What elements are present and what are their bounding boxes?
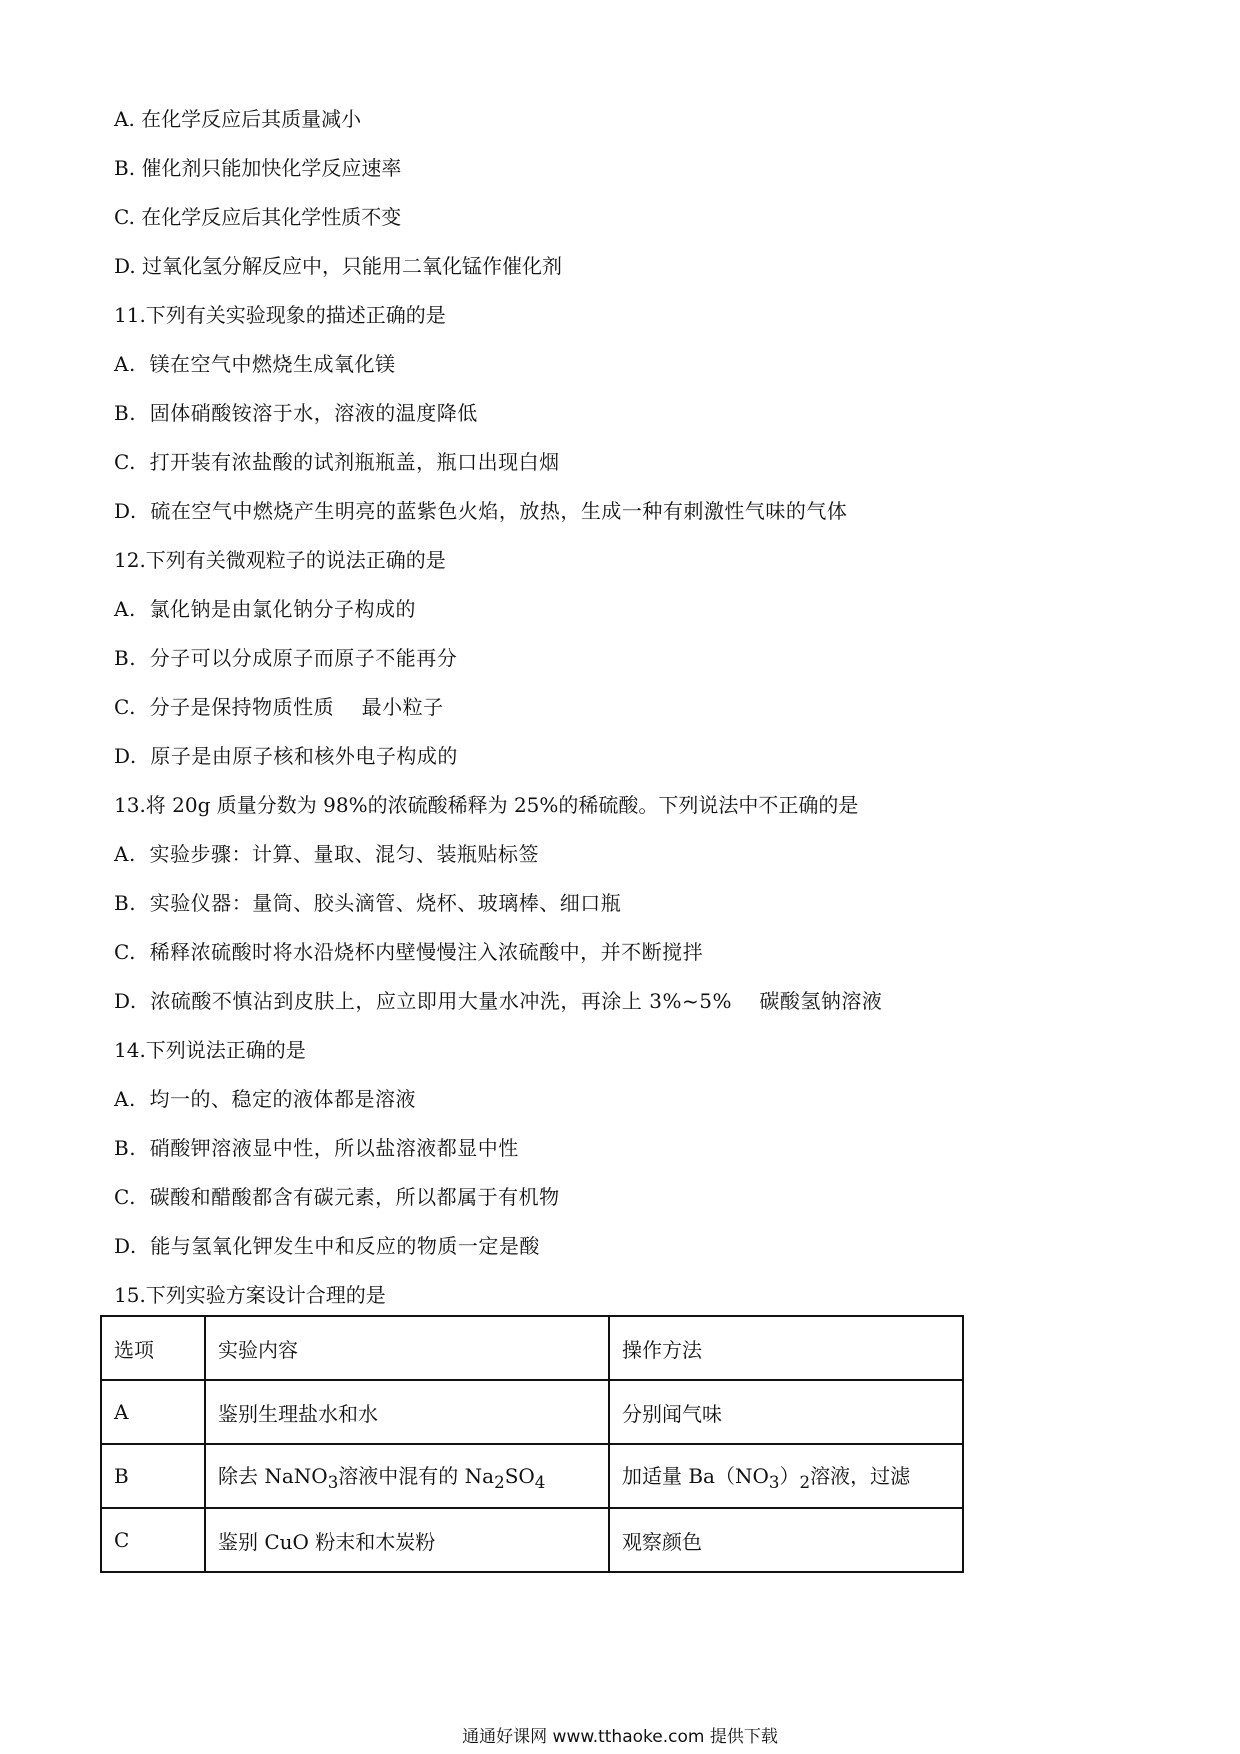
row-a-option: A bbox=[101, 1380, 205, 1444]
row-b-content-part: 除去 NaNO bbox=[218, 1464, 328, 1488]
experiment-table bbox=[100, 1315, 964, 1573]
row-c-option: C bbox=[101, 1508, 205, 1572]
header-content: 实验内容 bbox=[205, 1316, 609, 1380]
row-b-method-part: 溶液，过滤 bbox=[810, 1464, 911, 1488]
q12-option-a: A. 氯化钠是由氯化钠分子构成的 bbox=[114, 597, 417, 621]
row-b-content bbox=[205, 1444, 609, 1508]
row-b-content-sub: 4 bbox=[534, 1473, 546, 1492]
row-b-method-sub: 3 bbox=[768, 1473, 780, 1492]
q13-option-b: B. 实验仪器：量筒、胶头滴管、烧杯、玻璃棒、细口瓶 bbox=[114, 891, 622, 915]
row-b-method bbox=[609, 1444, 963, 1508]
q11-option-a: A. 镁在空气中燃烧生成氧化镁 bbox=[114, 352, 396, 376]
q15-stem: 15.下列实验方案设计合理的是 bbox=[114, 1283, 386, 1307]
row-b-content-part: 溶液中混有的 Na bbox=[338, 1464, 495, 1488]
q11-stem: 11.下列有关实验现象的描述正确的是 bbox=[114, 303, 446, 327]
row-b-method-part: 加适量 Ba（NO bbox=[622, 1464, 769, 1488]
q13-stem: 13.将 20g 质量分数为 98%的浓硫酸稀释为 25%的稀硫酸。下列说法中不正确的是 bbox=[114, 793, 859, 817]
row-c-method: 观察颜色 bbox=[609, 1508, 963, 1572]
table-header-row bbox=[101, 1316, 963, 1380]
q10-option-b: B. 催化剂只能加快化学反应速率 bbox=[114, 156, 402, 180]
row-b-option: B bbox=[101, 1444, 205, 1508]
table-row bbox=[101, 1508, 963, 1572]
row-a-content: 鉴别生理盐水和水 bbox=[205, 1380, 609, 1444]
row-c-content: 鉴别 CuO 粉末和木炭粉 bbox=[205, 1508, 609, 1572]
q11-option-c: C. 打开装有浓盐酸的试剂瓶瓶盖，瓶口出现白烟 bbox=[114, 450, 560, 474]
q13-option-d: D. 浓硫酸不慎沾到皮肤上，应立即用大量水冲洗，再涂上 3%~5% 碳酸氢钠溶液 bbox=[114, 989, 883, 1013]
q14-option-c: C. 碳酸和醋酸都含有碳元素，所以都属于有机物 bbox=[114, 1185, 560, 1209]
q10-option-c: C. 在化学反应后其化学性质不变 bbox=[114, 205, 402, 229]
q12-option-c: C. 分子是保持物质性质 最小粒子 bbox=[114, 695, 444, 719]
footer-source: 通通好课网 www.tthaoke.com 提供下载 bbox=[462, 1727, 778, 1747]
row-b-method-part: ） bbox=[779, 1464, 800, 1488]
q11-option-d: D. 硫在空气中燃烧产生明亮的蓝紫色火焰，放热，生成一种有刺激性气味的气体 bbox=[114, 499, 848, 523]
q14-option-a: A. 均一的、稳定的液体都是溶液 bbox=[114, 1087, 417, 1111]
q13-option-a: A. 实验步骤：计算、量取、混匀、装瓶贴标签 bbox=[114, 842, 540, 866]
header-method: 操作方法 bbox=[609, 1316, 963, 1380]
q12-option-d: D. 原子是由原子核和核外电子构成的 bbox=[114, 744, 458, 768]
row-b-content-part: SO bbox=[504, 1464, 535, 1488]
row-a-method: 分别闻气味 bbox=[609, 1380, 963, 1444]
table-row bbox=[101, 1444, 963, 1508]
q10-option-d: D. 过氧化氢分解反应中，只能用二氧化锰作催化剂 bbox=[114, 254, 563, 278]
q10-option-a: A. 在化学反应后其质量减小 bbox=[114, 107, 362, 131]
q12-stem: 12.下列有关微观粒子的说法正确的是 bbox=[114, 548, 446, 572]
q11-option-b: B. 固体硝酸铵溶于水，溶液的温度降低 bbox=[114, 401, 478, 425]
q14-stem: 14.下列说法正确的是 bbox=[114, 1038, 306, 1062]
q12-option-b: B. 分子可以分成原子而原子不能再分 bbox=[114, 646, 458, 670]
q13-option-c: C. 稀释浓硫酸时将水沿烧杯内壁慢慢注入浓硫酸中，并不断搅拌 bbox=[114, 940, 704, 964]
header-option: 选项 bbox=[101, 1316, 205, 1380]
row-b-content-sub: 2 bbox=[494, 1473, 505, 1492]
q14-option-d: D. 能与氢氧化钾发生中和反应的物质一定是酸 bbox=[114, 1234, 540, 1258]
row-b-method-sub: 2 bbox=[799, 1473, 811, 1492]
table-row bbox=[101, 1380, 963, 1444]
q14-option-b: B. 硝酸钾溶液显中性，所以盐溶液都显中性 bbox=[114, 1136, 519, 1160]
row-b-content-sub: 3 bbox=[327, 1473, 339, 1492]
